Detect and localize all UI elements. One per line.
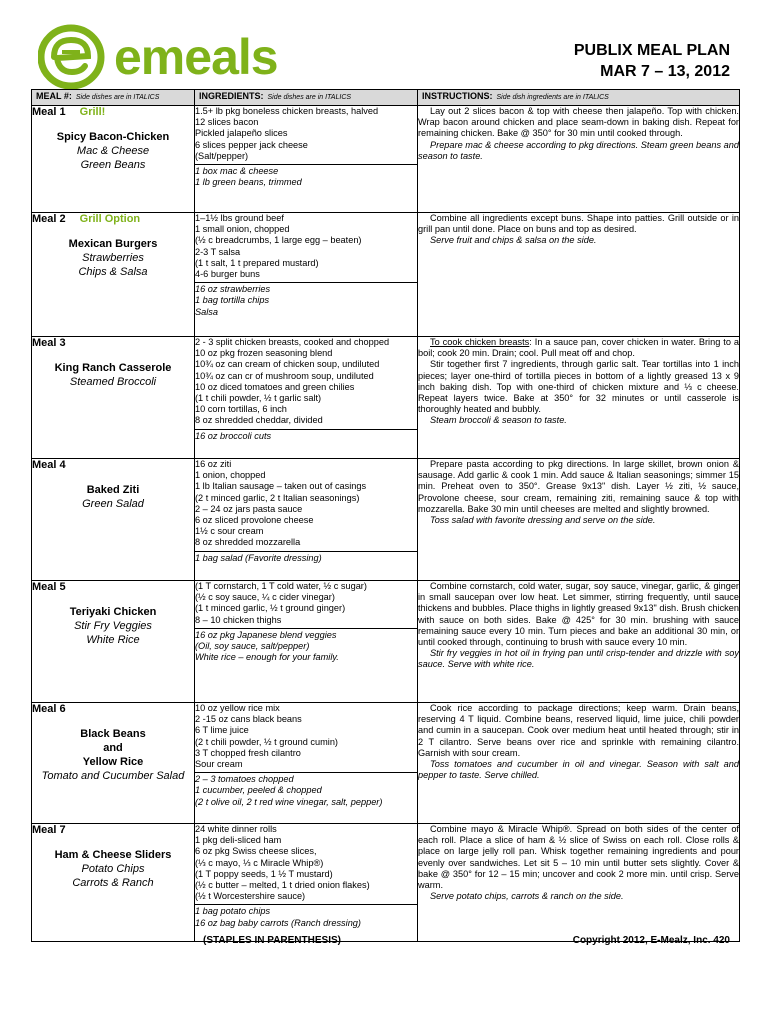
dish-names [32,605,194,647]
ingredient-item: 10¾ oz can cream of chicken soup, undiluted [195,359,380,370]
ingredient-item: 1.5+ lb pkg boneless chicken breasts, halved [195,106,379,116]
side-ingredient-item: 1 bag potato chips [195,906,271,917]
ingredient-item: 10 corn tortillas, 6 inch [195,404,287,415]
ingredients-cell [195,459,418,581]
instructions-cell [418,581,740,703]
instructions-cell [418,824,740,942]
ingredient-item: (1 t minced garlic, ½ t ground ginger) [195,603,346,614]
side-ingredient-item: 2 – 3 tomatoes chopped [195,774,294,785]
side-ingredient-item: 16 oz strawberries [195,284,271,295]
main-dish-line: and [103,742,123,754]
ingredients-cell [195,703,418,824]
ingredient-item: 1 pkg deli-sliced ham [195,835,282,846]
meal-row [32,337,740,459]
side-instruction: Steam broccoli & season to taste. [430,415,567,426]
main-dish: Mexican Burgers [68,238,158,250]
side-ingredients [195,628,417,664]
main-dish: Baked Ziti [86,484,140,496]
ingredients-cell [195,824,418,942]
ingredient-item: 16 oz ziti [195,459,232,469]
ingredient-item: 10 oz yellow rice mix [195,703,280,713]
meal-cell [32,581,195,703]
ingredient-item: 4-6 burger buns [195,269,260,280]
ingredient-item: (2 t minced garlic, 2 t Italian seasonings) [195,492,360,503]
header-meal: MEAL #: Side dishes are in ITALICS [32,90,195,106]
side-dish: Green Salad [82,498,144,510]
side-instruction: Toss salad with favorite dressing and serve on the side. [430,515,656,526]
side-dish: Mac & Cheese [76,145,150,157]
instruction-paragraph: Lay out 2 slices bacon & top with cheese then jalapeño. Top with chicken. Wrap bacon around chicken and place seam-down in baking dish. Repeat for remaining chicken. Bake @ 350° for 30 min until cooked through. [418,106,739,139]
instruction-paragraph: To cook chicken breasts: In a sauce pan, cover chicken in water. Bring to a boil; cook 20 min. Drain; cool. Pull meat off and chop. [418,337,739,359]
meal-label: Meal 7 [32,824,66,836]
ingredient-item: 6 T lime juice [195,725,249,736]
table-header-row [32,90,740,106]
side-dish: Carrots & Ranch [72,877,154,889]
side-ingredient-item: 1 cucumber, peeled & chopped [195,785,322,796]
main-dish: Spicy Bacon-Chicken [56,131,170,143]
ingredient-item: 10¾ oz can cr of mushroom soup, undiluted [195,370,374,381]
side-dish: Steamed Broccoli [69,376,157,388]
instructions-cell [418,106,740,213]
side-dish: Green Beans [80,159,146,171]
instructions-cell [418,337,740,459]
meal-label: Meal 1 Grill! [32,106,106,118]
ingredient-item: 8 oz shredded cheddar, divided [195,415,323,426]
meal-label: Meal 2 Grill Option [32,213,141,225]
ingredient-item: (½ c soy sauce, ¼ c cider vinegar) [195,592,335,603]
main-dish: Teriyaki Chicken [69,606,157,618]
meal-row [32,213,740,337]
meal-row [32,459,740,581]
side-ingredient-item: 1 lb green beans, trimmed [195,177,302,188]
ingredient-item: 1½ c sour cream [195,526,264,537]
meal-plan-table [31,89,740,942]
ingredient-item: 10 oz diced tomatoes and green chilies [195,381,355,392]
ingredient-item: Pickled jalapeño slices [195,128,288,139]
side-dish: White Rice [86,634,140,646]
logo-wordmark: emeals [114,29,278,85]
dish-names [32,237,194,279]
side-dish: Strawberries [82,252,144,264]
ingredient-item: (½ c butter – melted, 1 t dried onion flakes) [195,880,370,891]
ingredient-item: (2 t chili powder, ½ t ground cumin) [195,736,338,747]
ingredients-cell [195,213,418,337]
side-ingredients [195,551,417,564]
ingredient-item: 2 - 3 split chicken breasts, cooked and chopped [195,337,390,347]
side-ingredients [195,904,417,928]
copyright: Copyright 2012, E-Mealz, Inc. 420 [572,935,730,946]
ingredient-item: 3 T chopped fresh cilantro [195,747,301,758]
dish-names [32,483,194,511]
ingredient-item: (½ t Worcestershire sauce) [195,891,306,902]
side-instruction: Toss tomatoes and cucumber in oil and vinegar. Season with salt and pepper to taste. Serve chilled. [418,759,739,781]
ingredient-item: (1 T cornstarch, 1 T cold water, ½ c sugar) [195,581,367,591]
instruction-paragraph: Combine cornstarch, cold water, sugar, soy sauce, vinegar, garlic, & ginger in small saucepan over low heat. Let simmer, stirring frequently, until sauce thickens and bubbles. Place thighs in lightly greased 9x13" dish. Brush chicken with sauce on both sides. Bake @ 425° for 30 min. brushing with sauce remaining sauce every 10 min. Turn pieces and bake an additional 30 min, or until cooked through, continuing to brush with sauce every 10 min. [418,581,739,648]
side-ingredients [195,282,417,318]
ingredients-cell [195,106,418,213]
ingredients-cell [195,581,418,703]
ingredient-item: 6 oz pkg Swiss cheese slices, [195,846,317,857]
meal-cell [32,459,195,581]
side-ingredient-item: 16 oz bag baby carrots (Ranch dressing) [195,917,361,928]
side-dish: Tomato and Cucumber Salad [41,770,185,782]
side-ingredients [195,429,417,442]
ingredient-item: (1 t chili powder, ½ t garlic salt) [195,393,322,404]
plan-title-line1: PUBLIX MEAL PLAN [573,42,730,59]
meal-cell [32,824,195,942]
grill-tag: Grill! [79,106,106,118]
ingredient-item: 6 slices pepper jack cheese [195,139,308,150]
dish-names [32,727,194,783]
emeals-e-logo-icon [38,24,108,90]
main-dish-line: Black Beans [80,728,146,740]
ingredient-item: 2 – 24 oz jars pasta sauce [195,503,303,514]
instructions-cell [418,459,740,581]
main-dish: King Ranch Casserole [54,362,172,374]
meal-row [32,824,740,942]
meal-label: Meal 5 [32,581,66,593]
meal-row [32,703,740,824]
ingredient-item: 2 -15 oz cans black beans [195,714,302,725]
instruction-prefix: To cook chicken breasts [430,337,530,347]
dish-names [32,848,194,890]
meal-label: Meal 3 [32,337,66,349]
ingredient-item: 2-3 T salsa [195,246,241,257]
side-ingredient-item: (Oil, soy sauce, salt/pepper) [195,641,310,652]
dish-names [32,130,194,172]
ingredient-item: (Salt/pepper) [195,150,249,161]
ingredient-item: (1 t salt, 1 t prepared mustard) [195,257,319,268]
side-ingredient-item: (2 t olive oil, 2 t red wine vinegar, salt, pepper) [195,796,383,807]
ingredient-item: 6 oz sliced provolone cheese [195,515,314,526]
ingredient-item: 1 lb Italian sausage – taken out of casings [195,481,367,492]
meal-cell [32,106,195,213]
main-dish-line: Yellow Rice [82,756,144,768]
ingredient-item: (½ c breadcrumbs, 1 large egg – beaten) [195,235,362,246]
ingredient-item: Sour cream [195,759,243,770]
header-ingredients: INGREDIENTS: Side dishes are in ITALICS [195,90,418,106]
side-ingredient-item: 1 bag tortilla chips [195,295,270,306]
instruction-paragraph: Combine mayo & Miracle Whip®. Spread on both sides of the center of each roll. Place a slice of ham & ½ slice of Swiss on each roll. Close rolls & place on large jelly roll pan. Whisk together remaining ingredients and pour evenly over sandwiches. Let sit 5 – 10 min until butter sets slightly. Cover & bake @ 350° for 12 – 15 min; uncover and cook 2 more min. until crisp. Serve warm. [418,824,739,891]
ingredients-cell [195,337,418,459]
instruction-paragraph: Prepare pasta according to pkg directions. In large skillet, brown onion & sausage. Add garlic & cook 1 min. Add sauce & Italian seasonings; simmer 15 min. Preheat oven to 350°. Grease 9x13" dish. Layer ½ ziti, ½ sauce, Provolone cheese, sour cream, remaining ziti, remaining sauce & top with mozzarella. Bake 30 min until cheeses are melted and slightly browned. [418,459,739,514]
side-ingredient-item: 16 oz broccoli cuts [195,430,272,441]
meal-cell [32,213,195,337]
instruction-paragraph: Cook rice according to package directions; keep warm. Drain beans, reserving 4 T liquid. Combine beans, reserved liquid, lime juice, chili powder and cumin in a saucepan. Cook over medium heat until heated through; stir in 2 T cilantro. Serve beans over rice and sprinkle with remaining cilantro. Garnish with sour cream. [418,703,739,758]
ingredient-item: 1 small onion, chopped [195,224,290,235]
ingredient-item: 8 oz shredded mozzarella [195,537,301,548]
instructions-cell [418,213,740,337]
header-instructions: INSTRUCTIONS: Side dish ingredients are in ITALICS [418,90,740,106]
side-dish: Chips & Salsa [78,266,148,278]
instructions-cell [418,703,740,824]
ingredient-item: (⅓ c mayo, ⅓ c Miracle Whip®) [195,857,324,868]
side-instruction: Prepare mac & cheese according to pkg directions. Steam green beans and season to taste. [418,139,739,161]
grill-tag: Grill Option [79,213,141,225]
emeals-logo [38,22,278,92]
dish-names [32,361,194,389]
meal-row [32,106,740,213]
side-ingredient-item: 1 box mac & cheese [195,166,279,177]
ingredient-item: 8 – 10 chicken thighs [195,614,282,625]
ingredient-item: 24 white dinner rolls [195,824,277,834]
meal-cell [32,703,195,824]
ingredient-item: 1 onion, chopped [195,470,266,481]
side-instruction: Serve fruit and chips & salsa on the side. [430,235,597,246]
plan-title [574,40,730,82]
side-ingredient-item: 1 bag salad (Favorite dressing) [195,552,322,563]
plan-title-line2: MAR 7 – 13, 2012 [600,63,730,80]
meal-cell [32,337,195,459]
meal-label: Meal 4 [32,459,66,471]
side-ingredient-item: White rice – enough for your family. [195,652,339,663]
side-dish: Stir Fry Veggies [74,620,152,632]
side-instruction: Stir fry veggies in hot oil in frying pan until crisp-tender and drizzle with soy sauce. Serve with white rice. [418,648,739,670]
ingredient-item: (1 T poppy seeds, 1 ½ T mustard) [195,868,333,879]
ingredient-item: 1–1½ lbs ground beef [195,213,284,223]
ingredient-item: 10 oz pkg frozen seasoning blend [195,348,333,359]
meal-row [32,581,740,703]
instruction-paragraph: Combine all ingredients except buns. Shape into patties. Grill outside or in grill pan until done. Place on buns and top as desired. [418,213,739,235]
side-dish: Potato Chips [81,863,145,875]
instruction-paragraph: Stir together first 7 ingredients, through garlic salt. Tear tortillas into 1 inch pieces; layer one-third of tortilla pieces in bottom of a lightly greased 13 x 9 inch baking dish. Top with one-third of chicken mixture and ⅓ c cheese. Repeat layers twice. Bake at 350° for 32 minutes or until casserole is thoroughly heated and bubbly. [418,359,739,415]
side-instruction: Serve potato chips, carrots & ranch on the side. [430,891,624,902]
side-ingredient-item: Salsa [195,306,218,317]
staples-note: (STAPLES IN PARENTHESIS) [203,935,341,946]
side-ingredients [195,164,417,188]
meal-label: Meal 6 [32,703,66,715]
side-ingredients [195,772,417,808]
main-dish: Ham & Cheese Sliders [54,849,172,861]
side-ingredient-item: 16 oz pkg Japanese blend veggies [195,629,337,640]
ingredient-item: 12 slices bacon [195,117,259,128]
